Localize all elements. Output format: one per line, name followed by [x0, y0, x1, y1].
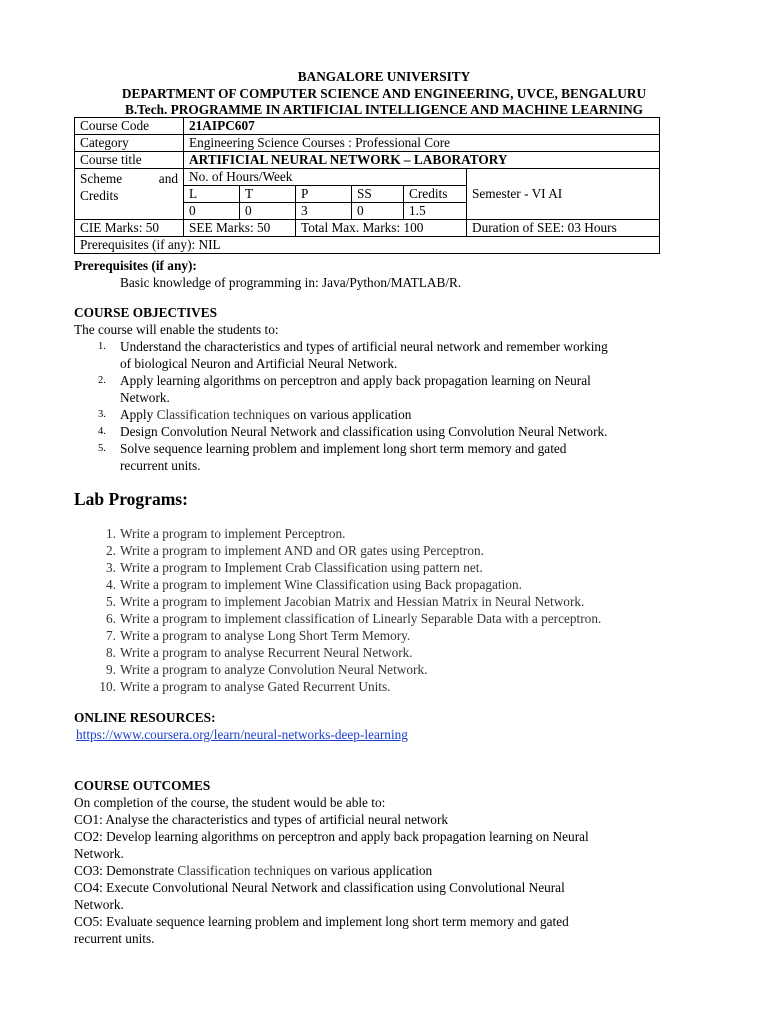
ss-value: 0 [352, 203, 404, 220]
objectives-intro: The course will enable the students to: [74, 322, 279, 337]
category-value: Engineering Science Courses : Professional Core [184, 135, 660, 152]
credits-label: Credits [404, 186, 467, 203]
lab-program-text: Write a program to implement Perceptron. [120, 526, 346, 541]
list-number: 1. [98, 341, 106, 352]
scheme-label: Scheme [80, 171, 123, 186]
list-number: 5. [106, 594, 116, 609]
outcome-text: CO2: Develop learning algorithms on perceptron and apply back propagation learning on Neural [74, 829, 589, 844]
outcome-co5-cont: recurrent units. [74, 931, 155, 946]
lab-programs-list [74, 525, 694, 695]
lab-programs-heading: Lab Programs: [74, 489, 188, 509]
lab-program-text: Write a program to implement Jacobian Matrix and Hessian Matrix in Neural Network. [120, 594, 585, 609]
table-row [75, 220, 660, 237]
list-number: 4. [106, 577, 116, 592]
online-resources-section [74, 709, 694, 743]
semester-value: Semester - VI AI [467, 169, 660, 220]
objective-text: Apply [120, 407, 157, 422]
list-number: 5. [98, 443, 106, 454]
list-item [74, 559, 694, 576]
outcome-co2-cont: Network. [74, 846, 124, 861]
department-title: DEPARTMENT OF COMPUTER SCIENCE AND ENGINEERING, UVCE, BENGALURU [121, 86, 647, 101]
objective-text-cont: of biological Neuron and Artificial Neural Network. [120, 356, 398, 371]
list-number: 10. [99, 679, 116, 694]
course-code-value: 21AIPC607 [184, 118, 660, 135]
objective-text: Apply learning algorithms on perceptron and apply back propagation learning on Neural [120, 373, 591, 388]
lab-program-text: Write a program to analyse Gated Recurrent Units. [120, 679, 391, 694]
table-row [75, 152, 660, 169]
lab-program-text: Write a program to implement classification of Linearly Separable Data with a perceptron. [120, 611, 602, 626]
online-resources-heading: ONLINE RESOURCES: [74, 710, 216, 725]
list-item [74, 661, 694, 678]
list-number: 2. [98, 375, 106, 386]
lab-programs-section [74, 525, 694, 695]
objective-text: Solve sequence learning problem and implement long short term memory and gated [120, 441, 567, 456]
outcome-co3 [74, 862, 694, 879]
list-item [74, 542, 694, 559]
list-item [74, 627, 694, 644]
prerequisites-row: Prerequisites (if any): NIL [75, 237, 660, 254]
outcome-highlight: Classification techniques [177, 863, 311, 878]
credits-value: 1.5 [404, 203, 467, 220]
list-number: 3. [106, 560, 116, 575]
table-row [75, 118, 660, 135]
outcome-co4-cont: Network. [74, 897, 124, 912]
p-label: P [296, 186, 352, 203]
coursera-link[interactable]: https://www.coursera.org/learn/neural-networks-deep-learning [76, 727, 408, 742]
lab-program-text: Write a program to analyze Convolution Neural Network. [120, 662, 428, 677]
t-value: 0 [240, 203, 296, 220]
programme-title: B.Tech. PROGRAMME IN ARTIFICIAL INTELLIGENCE AND MACHINE LEARNING [124, 102, 644, 117]
outcome-co1: CO1: Analyse the characteristics and types of artificial neural network [74, 812, 449, 827]
objective-text-end: on various application [289, 407, 412, 422]
lab-program-text: Write a program to Implement Crab Classification using pattern net. [120, 560, 483, 575]
see-marks: SEE Marks: 50 [184, 220, 296, 237]
outcomes-heading: COURSE OUTCOMES [74, 778, 211, 793]
objective-text-cont: Network. [120, 390, 170, 405]
table-row [75, 135, 660, 152]
lab-program-text: Write a program to analyse Recurrent Neural Network. [120, 645, 413, 660]
lab-program-text: Write a program to implement AND and OR gates using Perceptron. [120, 543, 484, 558]
outcome-text-end: on various application [310, 863, 433, 878]
and-label: and [158, 171, 178, 186]
list-item [74, 338, 694, 372]
category-label: Category [75, 135, 184, 152]
objective-text-cont: recurrent units. [120, 458, 201, 473]
list-item [74, 440, 694, 474]
outcome-co4 [74, 879, 694, 896]
total-marks: Total Max. Marks: 100 [296, 220, 467, 237]
list-item [74, 593, 694, 610]
list-item [74, 406, 694, 423]
table-row [75, 237, 660, 254]
list-item [74, 678, 694, 695]
scheme-credits-label [75, 169, 184, 220]
list-item [74, 644, 694, 661]
list-number: 3. [98, 409, 106, 420]
lab-program-text: Write a program to implement Wine Classification using Back propagation. [120, 577, 522, 592]
outcome-co5 [74, 913, 694, 930]
list-number: 1. [106, 526, 116, 541]
ss-label: SS [352, 186, 404, 203]
outcome-co2 [74, 828, 694, 845]
objective-highlight: Classification techniques [156, 407, 290, 422]
hours-label: No. of Hours/Week [184, 169, 467, 186]
prerequisites-text: Basic knowledge of programming in: Java/Python/MATLAB/R. [120, 275, 462, 290]
list-number: 2. [106, 543, 116, 558]
list-number: 9. [106, 662, 116, 677]
objective-text: Understand the characteristics and types of artificial neural network and remember working [120, 339, 608, 354]
list-item [74, 525, 694, 542]
prerequisites-heading: Prerequisites (if any): [74, 258, 197, 273]
outcome-text: CO3: Demonstrate [74, 863, 178, 878]
course-info-table [74, 117, 660, 254]
objectives-heading: COURSE OBJECTIVES [74, 305, 217, 320]
university-title: BANGALORE UNIVERSITY [297, 69, 471, 84]
prerequisites-section [74, 257, 694, 291]
credits-label-text: Credits [80, 188, 119, 203]
list-item [74, 576, 694, 593]
course-code-label: Course Code [75, 118, 184, 135]
list-number: 4. [98, 426, 106, 437]
see-duration: Duration of SEE: 03 Hours [467, 220, 660, 237]
lab-program-text: Write a program to analyse Long Short Term Memory. [120, 628, 411, 643]
t-label: T [240, 186, 296, 203]
course-title-label: Course title [75, 152, 184, 169]
list-item [74, 423, 694, 440]
l-label: L [184, 186, 240, 203]
list-number: 7. [106, 628, 116, 643]
table-row [75, 169, 660, 186]
outcome-text: CO5: Evaluate sequence learning problem and implement long short term memory and gated [74, 914, 569, 929]
course-title-value: ARTIFICIAL NEURAL NETWORK – LABORATORY [184, 152, 660, 169]
list-item [74, 610, 694, 627]
list-item [74, 372, 694, 406]
cie-marks: CIE Marks: 50 [75, 220, 184, 237]
l-value: 0 [184, 203, 240, 220]
outcomes-intro: On completion of the course, the student would be able to: [74, 795, 386, 810]
outcome-text: CO4: Execute Convolutional Neural Network and classification using Convolutional Neural [74, 880, 565, 895]
p-value: 3 [296, 203, 352, 220]
list-number: 6. [106, 611, 116, 626]
objectives-list [74, 338, 694, 474]
objective-text: Design Convolution Neural Network and classification using Convolution Neural Network. [120, 424, 608, 439]
list-number: 8. [106, 645, 116, 660]
course-objectives-section [74, 304, 694, 474]
course-outcomes-section [74, 777, 694, 947]
